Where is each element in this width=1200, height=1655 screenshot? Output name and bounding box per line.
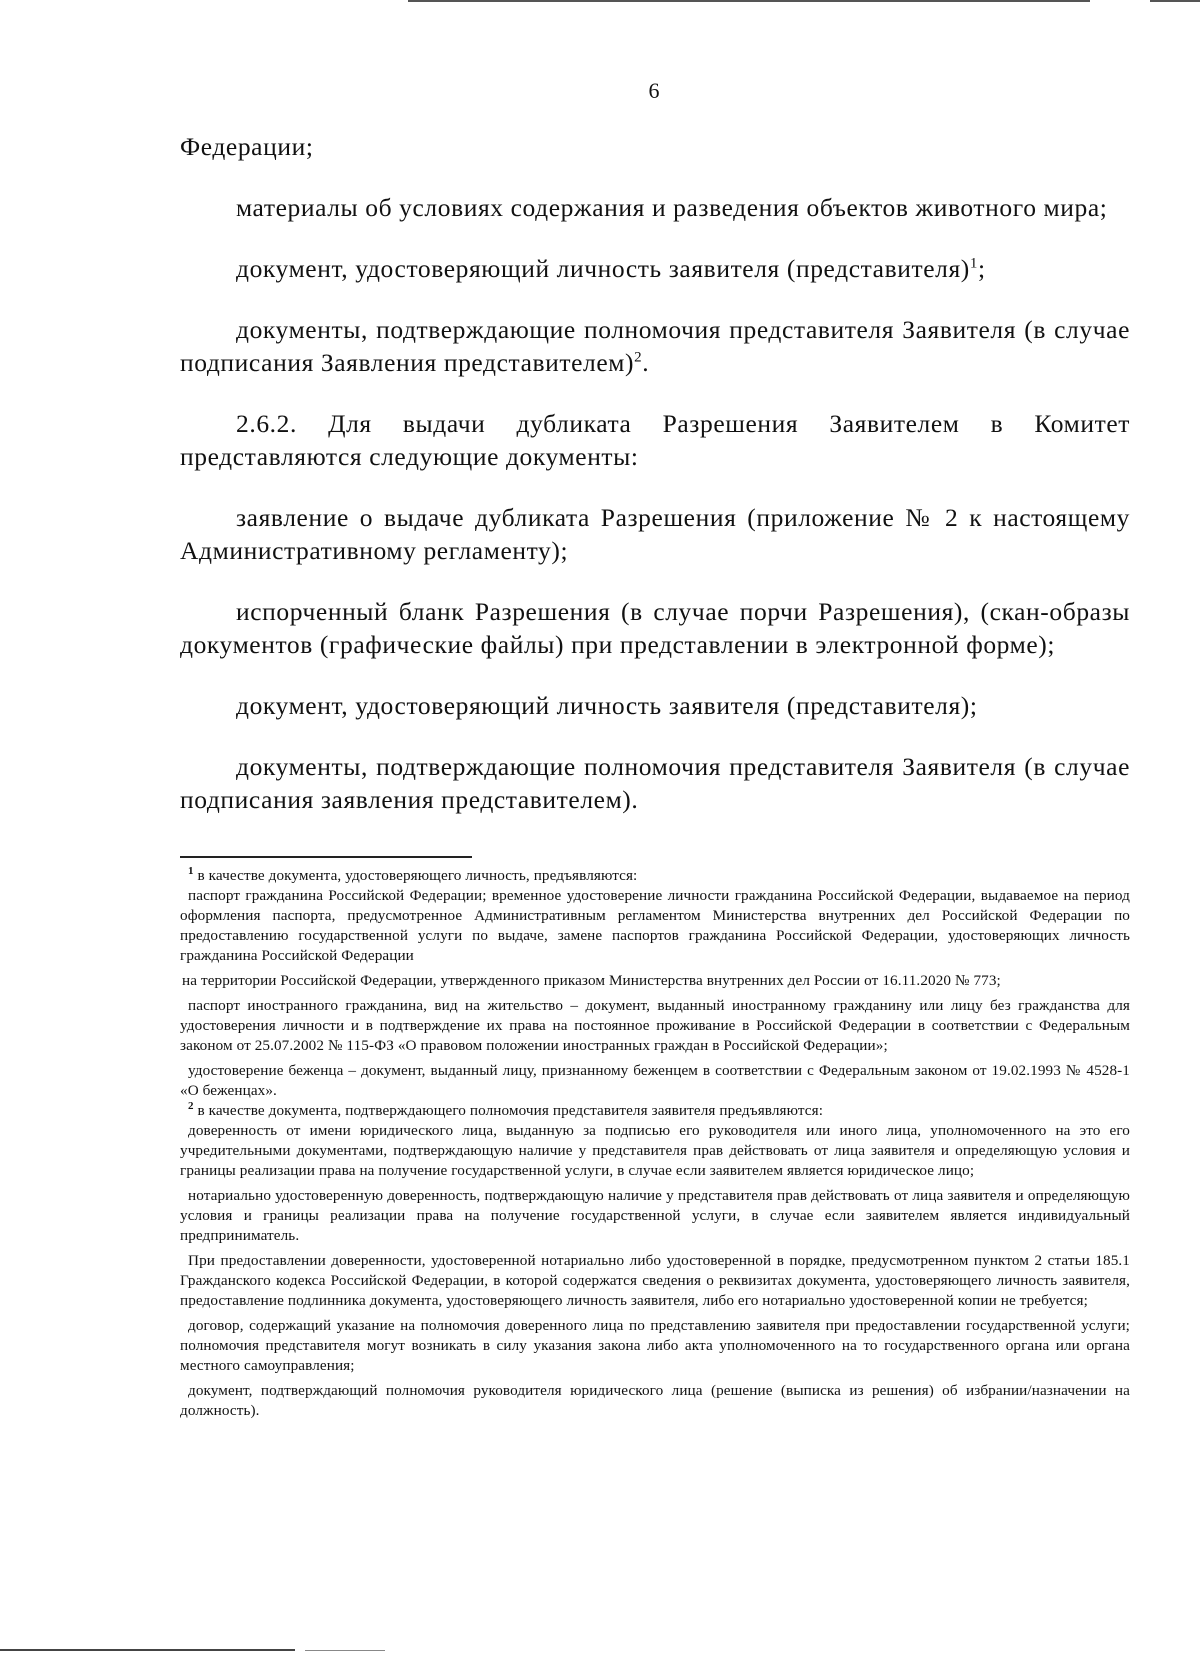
paragraph-damaged-form: испорченный бланк Разрешения (в случае порчи Разрешения), (скан-образы документов (графические файлы) при представлении в электронной форме); xyxy=(180,597,1130,659)
paragraph-authority-documents xyxy=(180,313,1130,379)
bottom-scan-rule-right xyxy=(305,1650,385,1651)
paragraph-section-2-6-2: 2.6.2. Для выдачи дубликата Разрешения Заявителем в Комитет представляются следующие документы: xyxy=(180,409,1130,471)
top-scan-rule xyxy=(408,0,1090,2)
footnote-2-notarized: нотариально удостоверенную доверенность, подтверждающую наличие у представителя прав действовать от лица заявителя и определяющую условия и границы реализации права на получение государственной услуги, в случае если заявителем является индивидуальный предприниматель. xyxy=(180,1187,1130,1244)
footnote-2-contract: договор, содержащий указание на полномочия доверенного лица по представлению заявителя при предоставлении государственной услуги; полномочия представителя могут возникать в силу указания закона либо акта уполномоченного на то государственного органа или органа местного самоуправления; xyxy=(180,1317,1130,1374)
footnote-2-title xyxy=(180,1101,1130,1121)
paragraph-text: документ, удостоверяющий личность заявителя (представителя) xyxy=(236,254,970,283)
paragraph-duplicate-application: заявление о выдаче дубликата Разрешения (приложение № 2 к настоящему Административному регламенту); xyxy=(180,503,1130,565)
footnote-2-director-document: документ, подтверждающий полномочия руководителя юридического лица (решение (выписка из решения) об избрании/назначении на должность). xyxy=(180,1382,1130,1419)
footnote-marker-2: 2 xyxy=(188,1099,194,1112)
footnote-ref-2: 2 xyxy=(634,349,643,366)
footnote-marker-1: 1 xyxy=(188,864,194,877)
footnotes xyxy=(180,866,1130,1421)
footnote-2-power-of-attorney: доверенность от имени юридического лица, выданную за подписью его руководителя или иного лица, уполномоченного на это его учредительными документами, подтверждающую наличие у представителя прав действовать от лица заявителя и определяющую условия и границы реализации права на получение государственной услуги, в случае если заявителем является юридическое лицо; xyxy=(180,1122,1130,1179)
footnote-1-passport: паспорт гражданина Российской Федерации; временное удостоверение личности гражданина Российской Федерации, выдаваемое на период оформления паспорта, предусмотренное Административным регламентом Министерства внутренних дел Российской Федерации по предоставлению государственной услуги по выдаче, замене паспортов гражданина Российской Федерации, удостоверяющих личность гражданина Российской Федерации xyxy=(180,887,1130,964)
footnote-1-territory: на территории Российской Федерации, утвержденного приказом Министерства внутренних дел России от 16.11.2020 № 773; xyxy=(182,972,1001,989)
paragraph-federation: Федерации; xyxy=(180,132,314,161)
footnote-1-foreign-passport: паспорт иностранного гражданина, вид на жительство – документ, выданный иностранному гражданину или лицу без гражданства для удостоверения личности и в подтверждение их права на постоянное проживание в Российской Федерации в соответствии с Федеральным законом от 25.07.2002 № 115-ФЗ «О правовом положении иностранных граждан в Российской Федерации»; xyxy=(180,997,1130,1054)
punctuation: ; xyxy=(978,254,986,283)
paragraph-identity-document-2: документ, удостоверяющий личность заявителя (представителя); xyxy=(236,691,978,720)
paragraph-text: документы, подтверждающие полномочия представителя Заявителя (в случае подписания Заявления представителем) xyxy=(180,315,1130,377)
footnote-ref-1: 1 xyxy=(969,255,978,272)
paragraph-materials: материалы об условиях содержания и разведения объектов животного мира; xyxy=(236,193,1108,222)
paragraph-authority-documents-2: документы, подтверждающие полномочия представителя Заявителя (в случае подписания заявления представителем). xyxy=(180,752,1130,814)
punctuation: . xyxy=(642,348,650,377)
footnote-1-title xyxy=(180,866,1130,886)
main-text xyxy=(180,130,1130,816)
footnote-separator xyxy=(180,856,472,858)
footnote-title-text: в качестве документа, удостоверяющего личность, предъявляются: xyxy=(193,867,638,884)
footnote-1-refugee: удостоверение беженца – документ, выданный лицу, признанному беженцем в соответствии с Федеральным законом от 19.02.1993 № 4528-1 «О беженцах». xyxy=(180,1062,1130,1099)
footnote-title-text: в качестве документа, подтверждающего полномочия представителя заявителя предъявляются: xyxy=(193,1102,824,1119)
footnote-2-provision: При предоставлении доверенности, удостоверенной нотариально либо удостоверенной в порядке, предусмотренном пунктом 2 статьи 185.1 Гражданского кодекса Российской Федерации, в которой содержатся сведения о реквизитах документа, удостоверяющего личность заявителя, предоставление подлинника документа, удостоверяющего личность заявителя, либо его нотариально удостоверенной копии не требуется; xyxy=(180,1252,1130,1309)
page-number: 6 xyxy=(648,78,660,103)
bottom-scan-rule xyxy=(0,1649,295,1651)
paragraph-identity-document xyxy=(180,252,1130,285)
top-scan-rule-right xyxy=(1150,0,1200,2)
